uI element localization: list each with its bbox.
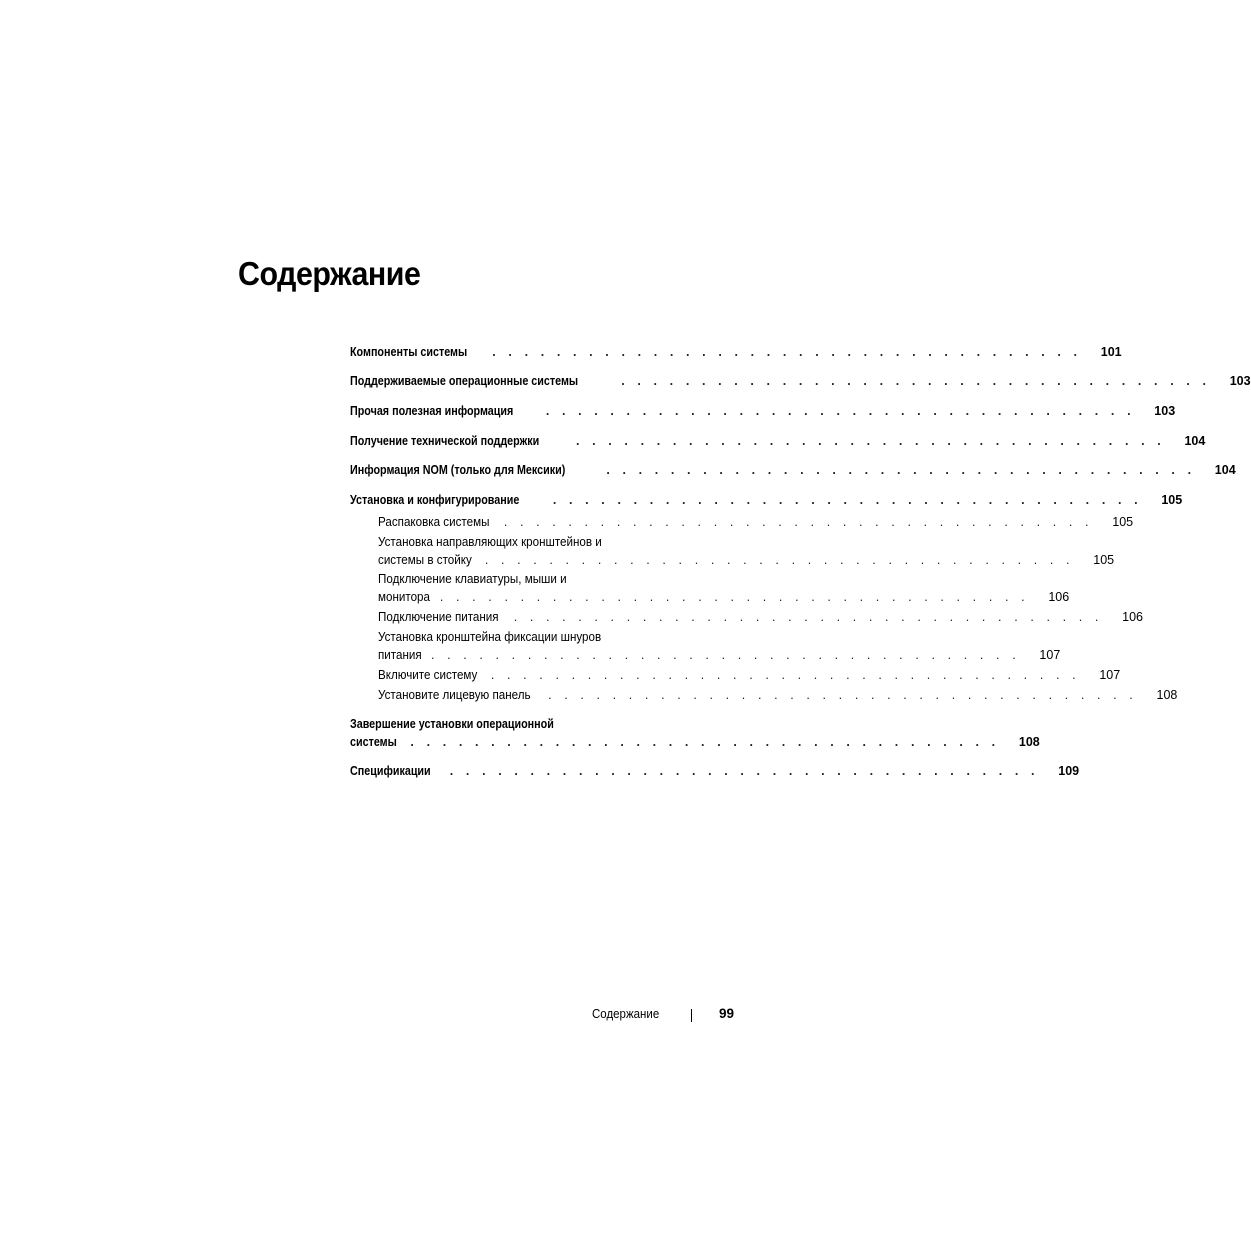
toc-subentry-power-on[interactable] xyxy=(350,666,1121,684)
leader-dots: . . . . . . . . . . . . . . . . . . . . . . . . . . . . . . . . . . . . . xyxy=(503,515,1094,529)
page-footer xyxy=(592,1006,734,1026)
toc-entry-title-line2: питания xyxy=(378,648,422,662)
toc-subentry-power[interactable] xyxy=(350,608,1144,626)
toc-entry-page: 108 xyxy=(1018,735,1040,749)
footer-section-title: Содержание xyxy=(592,1007,660,1021)
toc-entry-title: Спецификации xyxy=(350,764,431,778)
toc-entry-title-line2: монитора xyxy=(378,590,430,604)
leader-dots: . . . . . . . . . . . . . . . . . . . . . . . . . . . . . . . . . . . . . xyxy=(545,404,1136,418)
toc-entry-page: 106 xyxy=(1122,610,1144,624)
toc-subentry-keyboard[interactable] xyxy=(350,570,1070,606)
toc-entry-page: 109 xyxy=(1058,764,1080,778)
leader-dots: . . . . . . . . . . . . . . . . . . . . . . . . . . . . . . . . . . . . . xyxy=(513,610,1104,624)
leader-dots: . . . . . . . . . . . . . . . . . . . . . . . . . . . . . . . . . . . . . xyxy=(439,590,1030,604)
footer-separator xyxy=(691,1009,692,1022)
toc-entry-page: 107 xyxy=(1099,668,1121,682)
leader-dots: . . . . . . . . . . . . . . . . . . . . . . . . . . . . . . . . . . . . . xyxy=(576,434,1166,448)
toc-entry-page: 103 xyxy=(1229,374,1251,388)
toc-entry-page: 103 xyxy=(1154,404,1176,418)
toc-entry-page: 105 xyxy=(1112,515,1134,529)
toc-subentry-bezel[interactable] xyxy=(350,686,1178,704)
toc-entry-other-info[interactable] xyxy=(350,402,1176,420)
toc-entry-title: Распаковка системы xyxy=(378,515,490,529)
toc-entry-title: Компоненты системы xyxy=(350,345,468,359)
toc-entry-title: Подключение питания xyxy=(378,610,499,624)
toc-entry-title-line2: системы в стойку xyxy=(378,553,472,567)
toc-entry-page: 104 xyxy=(1184,434,1206,448)
page-title: Содержание xyxy=(238,255,421,292)
toc-entry-supported-os[interactable] xyxy=(350,372,1251,390)
leader-dots: . . . . . . . . . . . . . . . . . . . . . . . . . . . . . . . . . . . . . xyxy=(490,668,1081,682)
toc-entry-page: 104 xyxy=(1214,463,1236,477)
toc-entry-page: 108 xyxy=(1156,688,1178,702)
toc-entry-system-components[interactable] xyxy=(350,343,1122,361)
toc-entry-specifications[interactable] xyxy=(350,762,1080,780)
toc-entry-title: Установка и конфигурирование xyxy=(350,493,520,507)
toc-subentry-unpacking[interactable] xyxy=(350,513,1134,531)
toc-entry-title: Поддерживаемые операционные системы xyxy=(350,374,579,388)
toc-entry-os-setup[interactable] xyxy=(350,715,1040,751)
toc-entry-title-line1: Установка направляющих кронштейнов и xyxy=(378,535,602,549)
leader-dots: . . . . . . . . . . . . . . . . . . . . . . . . . . . . . . . . . . . . . xyxy=(449,764,1040,778)
toc-entry-title-line1: Завершение установки операционной xyxy=(350,717,554,731)
toc-entry-title-line1: Установка кронштейна фиксации шнуров xyxy=(378,630,602,644)
leader-dots: . . . . . . . . . . . . . . . . . . . . . . . . . . . . . . . . . . . . . xyxy=(621,374,1211,388)
leader-dots: . . . . . . . . . . . . . . . . . . . . . . . . . . . . . . . . . . . . . xyxy=(552,493,1143,507)
toc-entry-page: 106 xyxy=(1048,590,1070,604)
toc-entry-page: 107 xyxy=(1039,648,1061,662)
leader-dots: . . . . . . . . . . . . . . . . . . . . . . . . . . . . . . . . . . . . . xyxy=(548,688,1138,702)
toc-entry-title: Установите лицевую панель xyxy=(378,688,531,702)
toc-entry-page: 105 xyxy=(1093,553,1115,567)
toc-entry-title: Прочая полезная информация xyxy=(350,404,514,418)
toc-subentry-cord-bracket[interactable] xyxy=(350,628,1061,664)
toc-subentry-rails[interactable] xyxy=(350,533,1115,569)
toc-entry-title: Включите систему xyxy=(378,668,478,682)
toc-entry-title: Информация NOM (только для Мексики) xyxy=(350,463,566,477)
toc-entry-tech-support[interactable] xyxy=(350,432,1206,450)
toc-entry-title: Получение технической поддержки xyxy=(350,434,540,448)
leader-dots: . . . . . . . . . . . . . . . . . . . . . . . . . . . . . . . . . . . . . xyxy=(410,735,1000,749)
leader-dots: . . . . . . . . . . . . . . . . . . . . . . . . . . . . . . . . . . . . . xyxy=(430,648,1021,662)
toc-entry-title-line1: Подключение клавиатуры, мыши и xyxy=(378,572,567,586)
leader-dots: . . . . . . . . . . . . . . . . . . . . . . . . . . . . . . . . . . . . . xyxy=(492,345,1082,359)
toc-entry-page: 105 xyxy=(1161,493,1183,507)
leader-dots: . . . . . . . . . . . . . . . . . . . . . . . . . . . . . . . . . . . . . xyxy=(484,553,1075,567)
leader-dots: . . . . . . . . . . . . . . . . . . . . . . . . . . . . . . . . . . . . . xyxy=(606,463,1196,477)
toc-entry-title-line2: системы xyxy=(350,735,397,749)
toc-entry-nom-info[interactable] xyxy=(350,461,1236,479)
footer-page-number: 99 xyxy=(718,1006,734,1021)
toc-entry-installation[interactable] xyxy=(350,491,1183,509)
toc-entry-page: 101 xyxy=(1100,345,1122,359)
